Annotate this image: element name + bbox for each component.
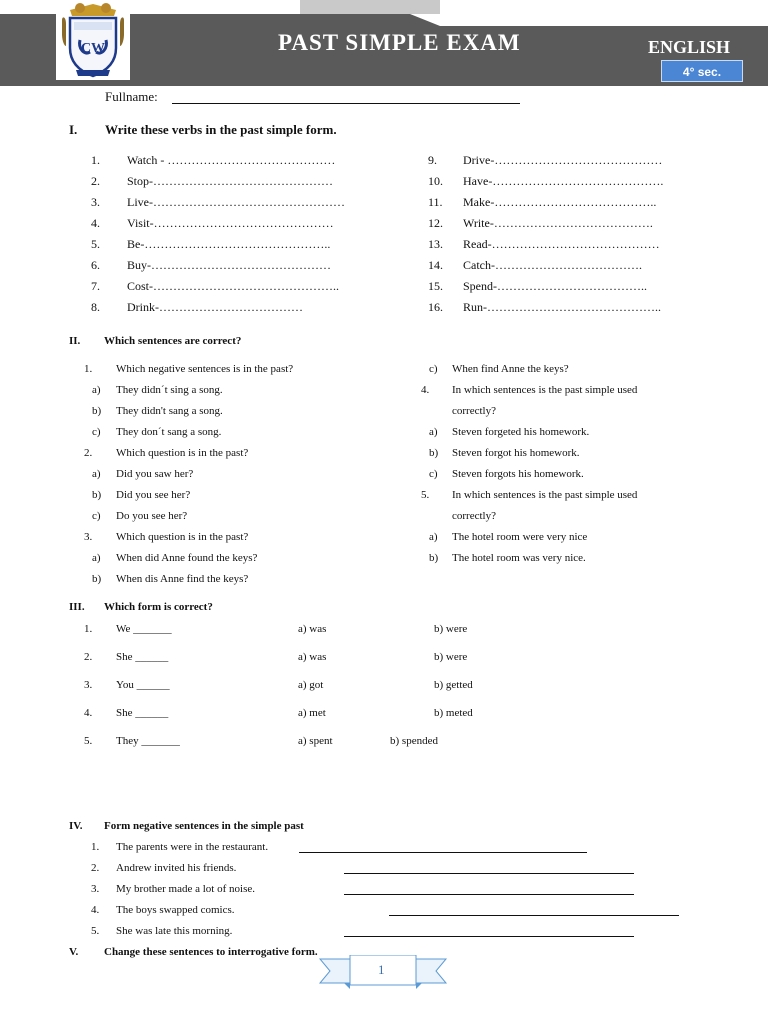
question-number: 4. <box>91 904 100 916</box>
question-text: Which question is in the past? <box>116 447 249 459</box>
verb-item[interactable]: Cost-……………………………………….. <box>127 279 340 293</box>
verb-item-number: 1. <box>91 153 100 167</box>
section-5-number: V. <box>69 946 79 958</box>
question-number: 4. <box>421 384 430 396</box>
school-logo <box>56 0 130 80</box>
verb-item-number: 12. <box>428 216 443 230</box>
verb-item-number: 13. <box>428 237 443 251</box>
option-letter: b) <box>92 573 102 585</box>
page-number-ribbon <box>318 955 448 989</box>
question-number: 1. <box>84 363 93 375</box>
verb-item-number: 16. <box>428 300 443 314</box>
question-number: 4. <box>84 707 93 719</box>
sentence-text: Andrew invited his friends. <box>116 862 237 874</box>
verb-item-number: 6. <box>91 258 100 272</box>
fullname-label: Fullname: <box>105 89 158 104</box>
option-text[interactable]: When find Anne the keys? <box>452 363 569 375</box>
option-text[interactable]: They didn't sang a song. <box>116 405 223 417</box>
verb-item[interactable]: Spend-……………………………….. <box>463 279 647 293</box>
section-5-title: Change these sentences to interrogative form. <box>104 946 318 958</box>
section-1-number: I. <box>69 122 78 137</box>
verb-item[interactable]: Live-………………………………………… <box>127 195 345 209</box>
option-text[interactable]: The hotel room were very nice <box>452 531 588 543</box>
verb-item[interactable]: Drink-……………………………… <box>127 300 303 314</box>
crest-icon <box>56 0 130 80</box>
option-text[interactable]: When dis Anne find the keys? <box>116 573 249 585</box>
question-number: 1. <box>91 841 100 853</box>
option-letter: b) <box>92 405 102 417</box>
option-letter: a) <box>429 531 438 543</box>
sentence-text: She was late this morning. <box>116 925 233 937</box>
choice-a[interactable]: a) got <box>298 679 324 691</box>
answer-line[interactable] <box>344 873 634 874</box>
verb-item[interactable]: Have-……………………………………. <box>463 174 664 188</box>
option-text[interactable]: Steven forgots his homework. <box>452 468 584 480</box>
option-letter: b) <box>429 447 439 459</box>
question-text-continued: correctly? <box>452 510 496 522</box>
question-number: 2. <box>84 651 93 663</box>
answer-line[interactable] <box>344 936 634 937</box>
option-text[interactable]: The hotel room was very nice. <box>452 552 586 564</box>
section-2-number: II. <box>69 335 81 347</box>
verb-item-number: 5. <box>91 237 100 251</box>
option-text[interactable]: Steven forgot his homework. <box>452 447 580 459</box>
verb-item-number: 15. <box>428 279 443 293</box>
choice-b[interactable]: b) getted <box>434 679 473 691</box>
option-text[interactable]: They didn´t sing a song. <box>116 384 223 396</box>
verb-item[interactable]: Watch - …………………………………… <box>127 153 336 167</box>
verb-item[interactable]: Stop-……………………………………… <box>127 174 334 188</box>
question-number: 2. <box>84 447 93 459</box>
verb-item[interactable]: Write-…………………………………. <box>463 216 653 230</box>
verb-item-number: 9. <box>428 153 437 167</box>
sentence-text: The boys swapped comics. <box>116 904 235 916</box>
option-text[interactable]: Did you saw her? <box>116 468 194 480</box>
verb-item-number: 2. <box>91 174 100 188</box>
verb-item-number: 7. <box>91 279 100 293</box>
option-letter: a) <box>92 552 101 564</box>
option-letter: b) <box>429 552 439 564</box>
option-text[interactable]: They don´t sang a song. <box>116 426 222 438</box>
question-number: 3. <box>91 883 100 895</box>
verb-item[interactable]: Read-…………………………………… <box>463 237 660 251</box>
option-letter: a) <box>92 468 101 480</box>
question-number: 5. <box>91 925 100 937</box>
exam-title: PAST SIMPLE EXAM <box>278 30 521 55</box>
answer-line[interactable] <box>299 852 587 853</box>
verb-item-number: 8. <box>91 300 100 314</box>
section-3-title: Which form is correct? <box>104 601 213 613</box>
sentence-text: My brother made a lot of noise. <box>116 883 255 895</box>
svg-text:CW: CW <box>80 41 106 56</box>
verb-item[interactable]: Be-……………………………………….. <box>127 237 331 251</box>
verb-item[interactable]: Visit-……………………………………… <box>127 216 334 230</box>
question-number: 1. <box>84 623 93 635</box>
option-letter: a) <box>92 384 101 396</box>
verb-item-number: 14. <box>428 258 443 272</box>
fill-blank-text[interactable]: She ______ <box>116 707 169 719</box>
choice-a[interactable]: a) was <box>298 651 327 663</box>
verb-item-number: 11. <box>428 195 443 209</box>
question-number: 5. <box>84 735 93 747</box>
answer-line[interactable] <box>389 915 679 916</box>
verb-item[interactable]: Drive-…………………………………… <box>463 153 663 167</box>
grade-badge: 4° sec. <box>661 60 743 82</box>
verb-item[interactable]: Run-…………………………………….. <box>463 300 661 314</box>
fill-blank-text[interactable]: They _______ <box>116 735 180 747</box>
verb-item-number: 3. <box>91 195 100 209</box>
sentence-text: The parents were in the restaurant. <box>116 841 269 853</box>
option-letter: b) <box>92 489 102 501</box>
option-letter: c) <box>92 426 101 438</box>
option-letter: c) <box>92 510 101 522</box>
option-letter: a) <box>429 426 438 438</box>
page-number: 1 <box>378 962 385 977</box>
question-text: In which sentences is the past simple used <box>452 384 638 396</box>
choice-a[interactable]: a) spent <box>298 735 333 747</box>
fill-blank-text[interactable]: She ______ <box>116 651 169 663</box>
choice-a[interactable]: a) was <box>298 623 327 635</box>
section-4-title: Form negative sentences in the simple past <box>104 820 304 832</box>
question-number: 5. <box>421 489 430 501</box>
verb-item-number: 10. <box>428 174 443 188</box>
choice-a[interactable]: a) met <box>298 707 326 719</box>
fill-blank-text[interactable]: You ______ <box>116 679 170 691</box>
option-letter: c) <box>429 468 438 480</box>
question-number: 2. <box>91 862 100 874</box>
fill-blank-text[interactable]: We _______ <box>116 623 172 635</box>
option-text[interactable]: When did Anne found the keys? <box>116 552 258 564</box>
question-number: 3. <box>84 531 93 543</box>
choice-b[interactable]: b) were <box>434 623 468 635</box>
verb-item[interactable]: Buy-……………………………………… <box>127 258 331 272</box>
section-3-number: III. <box>69 601 85 613</box>
question-text: Which question is in the past? <box>116 531 249 543</box>
verb-item[interactable]: Catch-………………………………. <box>463 258 642 272</box>
section-2-title: Which sentences are correct? <box>104 335 242 347</box>
question-text: In which sentences is the past simple used <box>452 489 638 501</box>
subject-label: ENGLISH <box>648 37 731 57</box>
choice-b[interactable]: b) spended <box>390 735 438 747</box>
fullname-field[interactable] <box>172 103 520 104</box>
option-letter: c) <box>429 363 438 375</box>
header-accent <box>300 0 440 14</box>
choice-b[interactable]: b) meted <box>434 707 473 719</box>
question-text: Which negative sentences is in the past? <box>116 363 294 375</box>
verb-item-number: 4. <box>91 216 100 230</box>
option-text[interactable]: Steven forgeted his homework. <box>452 426 590 438</box>
option-text[interactable]: Do you see her? <box>116 510 188 522</box>
choice-b[interactable]: b) were <box>434 651 468 663</box>
section-4-number: IV. <box>69 820 83 832</box>
section-1-title: Write these verbs in the past simple form. <box>105 122 337 137</box>
answer-line[interactable] <box>344 894 634 895</box>
option-text[interactable]: Did you see her? <box>116 489 191 501</box>
verb-item[interactable]: Make-………………………………….. <box>463 195 657 209</box>
question-number: 3. <box>84 679 93 691</box>
question-text-continued: correctly? <box>452 405 496 417</box>
